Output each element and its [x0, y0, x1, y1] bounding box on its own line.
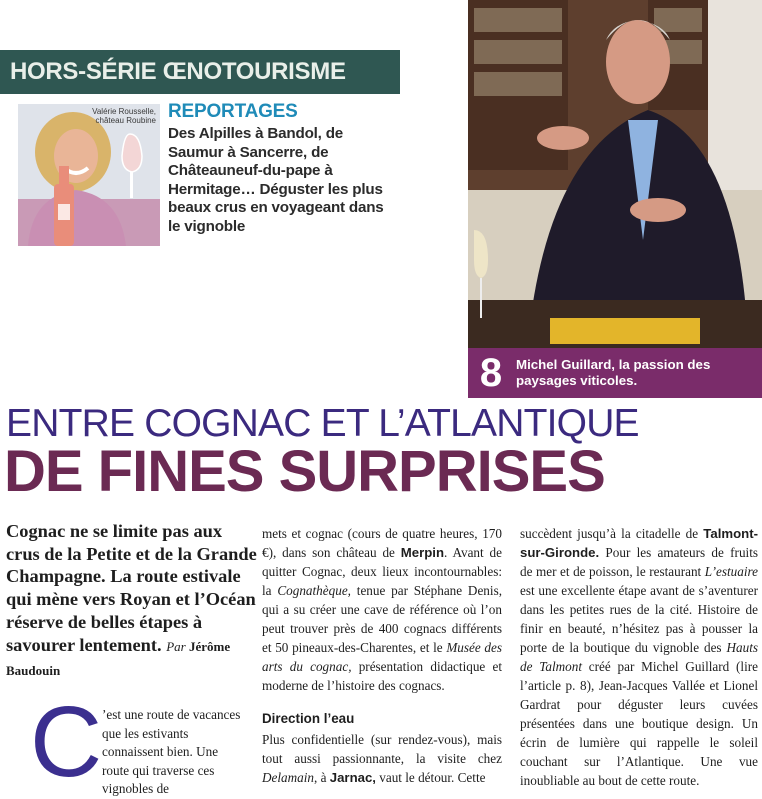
photo-caption-text: Michel Guillard, la passion des paysages viticoles.	[516, 357, 711, 388]
body-text-col1: ’est une route de vacances que les estivants connaissent bien. Une route qui traverse ces vignobles de	[102, 707, 241, 796]
musee: Musée des arts du cognac,	[262, 640, 502, 674]
place-talmont: Talmont-sur-Gironde.	[520, 526, 758, 560]
place-merpin: Merpin	[400, 545, 445, 560]
dropcap-paragraph	[6, 686, 252, 798]
teaser-text: Des Alpilles à Bandol, de Saumur à Sancerre, de Châteauneuf-du-pape à Hermitage… Déguster les plus beaux crus en voyageant dans le vignoble	[168, 125, 384, 235]
woman-with-wine-image	[18, 104, 160, 246]
subhead: Direction l’eau	[262, 711, 355, 726]
feature-photo	[468, 0, 762, 398]
article-headline: DE FINES SURPRISES	[4, 439, 605, 504]
byline: Par Jérôme Baudouin	[6, 638, 231, 679]
photo-credit: Valérie Rousselle, château Roubine	[92, 107, 156, 125]
body-column-2: mets et cognac (cours de quatre heures, 170 €), dans son château de Merpin. Avant de quitter Cognac, deux lieux incontournables: la Cognathèque, tenue par Stéphane Denis, qui a su créer une cave de référence où l’on peut trouver près de 400 cognacs différents et 50 pineaux-des-Charentes, et le Musée des arts du cognac, présentation didactique et moderne de l’histoire des cognacs. Direction l’eau Plus confidentielle (sur rendez-vous), mais tout aussi passionnante, la visite chez Delamain, à Jarnac, vaut le détour. Cette	[262, 526, 502, 785]
dropcap: C	[30, 686, 103, 798]
cognatheque: Cognathèque,	[277, 583, 351, 598]
article-lead: Cognac ne se limite pas aux crus de la Petite et de la Grande Champagne. La route estivale qui mène vers Royan et l’Océan réserve de belles étapes à savourer lentement. Par Jérôme Baudouin	[6, 521, 257, 679]
article-kicker: ENTRE COGNAC ET L’ATLANTIQUE	[6, 402, 639, 445]
man-in-library-image	[468, 0, 762, 348]
place-jarnac: Jarnac,	[329, 770, 376, 785]
section-banner: HORS-SÉRIE ŒNOTOURISME	[0, 50, 400, 94]
delamain: Delamain	[262, 770, 315, 785]
teaser-kicker: REPORTAGES	[168, 101, 298, 122]
restaurant-estuaire: L’estuaire	[704, 564, 759, 579]
hauts-de-talmont: Hauts de Talmont	[520, 640, 758, 674]
page-number: 8	[479, 350, 503, 395]
photo-caption	[468, 348, 762, 398]
body-column-3: succèdent jusqu’à la citadelle de Talmont-sur-Gironde. Pour les amateurs de fruits de mer et de poisson, le restaurant L’estuaire est une excellente étape avant de s’aventurer dans les petites rues de la cité. Histoire de finir en beauté, n’hésitez pas à pousser la porte de la boutique du vignoble des Hauts de Talmont créé par Michel Guillard (lire l’article p. 8), Jean-Jacques Vallée et Lionel Gardrat pour déguster leurs cuvées présentées dans une boutique design. Un écrin de lumière qui rappelle le soleil couchant sur l’Atlantique. Une vue inoubliable au bout de cette route.	[520, 526, 759, 788]
teaser-photo	[18, 104, 160, 246]
